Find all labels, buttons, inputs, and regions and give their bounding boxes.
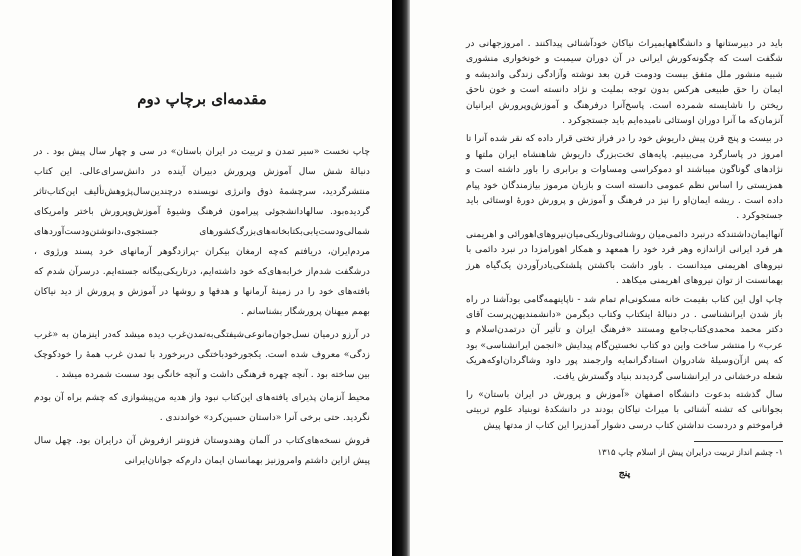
- right-paragraph-5: سال گذشته بدعوت دانشگاه اصفهان «آموزش و پرورش در ایران باستان» را بجوانانی که تشنه آشنائی با میراث نیاکان بودند در دانشکدهٔ نوبنیاد علوم تربیتی فراموختم و دردست نداشتن کتاب درسی دشوار آمد‌زیرا این کتاب از مدتها پیش: [466, 388, 783, 431]
- left-paragraph-4: فروش نسخه‌های‌کتاب در آلمان وهندوستان فزونتر ازفروش آن درایران بود. چهل سال پیش ازاین داشتم وامروزنیز بهمانسان ایمان دارم‌که جوانان‌ایرانی: [34, 435, 370, 466]
- left-page: [0, 0, 392, 556]
- page-number: پنج: [618, 468, 631, 480]
- left-paragraph-2: در آرزو درمیان نسل‌جوان‌مانوعی‌شیفتگی‌به‌تمدن‌غرب دیده میشد که‌در اینزمان به «غرب زدگی» معروف شده است. یکجورخودباختگی دربرخورد با تمدن غرب همهٔ را خودکوچک بین ساخته بود . آنچه چهره فرهنگی داشت و آنچه خانگی بود سست شمرده میشد .: [34, 329, 370, 380]
- book-spine-gutter: [392, 0, 410, 556]
- section-title: مقدمه‌ای برچاپ دوم: [137, 90, 267, 108]
- footnote-divider: [694, 441, 783, 442]
- right-paragraph-4: چاپ اول این کتاب بقیمت خانه مسکونی‌ام تمام شد - ناپاینهمه‌گامی بود‌آشنا در راه باز شدن ایرانشناسی . در دنبالهٔ اینکتاب وکتاب دیگرمن «دانشمندیهن‌پرست آقای دکتر محمد محمدی‌کتاب‌جامع ومستند «فرهنگ ایران و تأثیر آن درتمدن‌اسلام و عرب» را منتشر ساخت واین دو کتاب نخستین‌گام پیدایش «انجمن ایرانشناسی» بود که پس ازآن‌وسیلهٔ شادروان استادگرانمایه وارجمند پور داود وشاگردان‌اوکه‌هریک شعله درخشانی در ایرانشناسی گردیدند بنیاد وگسترش یافت.: [466, 293, 783, 382]
- left-paragraph-1: چاپ نخست «سیر تمدن و تربیت در ایران باستان» در سی و چهار سال پیش بود . در دنبالهٔ شش سال آموزش وپرورش دبیران آینده در دانش‌سرای‌عالی. این کتاب منتشرگردید، سرچشمه‌ٔ ذوق وانرژی نویسنده درچندین‌سال‌پژوهش‌تألیف این‌کتاب‌تاثر گردیده‌بود. سالها‌دانشجوئی پیرامون فرهنگ وشیوهٔ آموزش‌وپرورش باختر وامریکای شمالی‌ودست‌یابی‌بکتابخانه‌های‌بزرگ‌کشورهای‌ جستجوی،دانوشتن‌ودست‌آوردهای مردم‌ایران، دریافتم که‌چه ارمغان بیکران -پرازدگوهر آرمانهای خرد پسند ورژوی ، درشگفت شدم‌از خرابه‌های‌که خود داشته‌ایم، درتاریکی‌بیگانه جسته‌ایم. درسرآن شدم که بافته‌های خود را در زمینهٔ آرمانها و هدفها و روشها در آموزش و پرورش از دید نیاکان بهمم میهنان پرورشگار بشناسانم .: [34, 146, 370, 317]
- right-paragraph-2: در بیست و پنج قرن پیش داریوش خود را در فراز تختی قرار داده که نقر شده آنرا تا امروز در پاسارگرد می‌بینیم. پایه‌های تخت‌بزرگ داریوش شاهنشاه ایران ملتها و نژادهای گوناگون میباشند او دموکراسی ومساوات و برابری را باور داشته است و همزیستی را اساس نظم عمومی دانسته است و بازبان مرموز بیازمندگان خود پیام داده است . ریشه ایمان‌او را نیز در فرهنگ و آموزش و پرورش دورهٔ اوستائی باید جستجوکرد .: [466, 133, 783, 222]
- right-paragraph-3: آنها‌ایمان‌داشتندکه درنبرد دائمی‌میان روشنائی‌وتاریکی‌میان‌نیروهای‌اهورائی و اهریمنی هر فرد ایرانی ازاندازه وهر فرد خود را همعهد و همکار اهورامزدا در نبرد دائمی با نیروهای اهریمنی میدانست . باور داشت باکشتن پلشتکی‌یادرآوردن یک‌گیاه هرز بهمانسنت از توان نیروهای اهریمنی میکاهد .: [466, 228, 783, 287]
- footnote: ۱- چشم انداز تربیت درایران پیش از اسلام چاپ ۱۳۱۵: [597, 447, 783, 458]
- right-page: [410, 0, 801, 556]
- right-paragraph-1: باید در دبیرستانها و دانشگاهها‌بمیراث نیاکان خودآشنائی پیداکنند . امروزجهانی در شگفت است که چگونه‌کورش ایرانی در آن دوران سیمبت و خونخواری منشوری شبیه منشور ملل متفق بیست ودومت قرن بعد نوشته وآزادگی زندگی واندیشه و ایمان را حق طبیعی هرکس بدون توجه بملیت و نژاد دانسته است و خون ناحق ریختن را ناشایسته شمرده است. پاسخ‌آنرا درفرهنگ و آموزش‌وپرورش ایرانیان آنزمان‌که ما آنرا دوران اوستائی نامیده‌ایم باید جستجوکرد .: [466, 38, 783, 127]
- left-paragraph-3: محیط آنزمان پذیرای یافته‌های این‌کتاب نبود واز هدیه من‌پیشوازی که چشم براه آن بودم نگردید. حتی برخی آنرا «داستان حسین‌کرد» خواندندی .: [34, 392, 370, 423]
